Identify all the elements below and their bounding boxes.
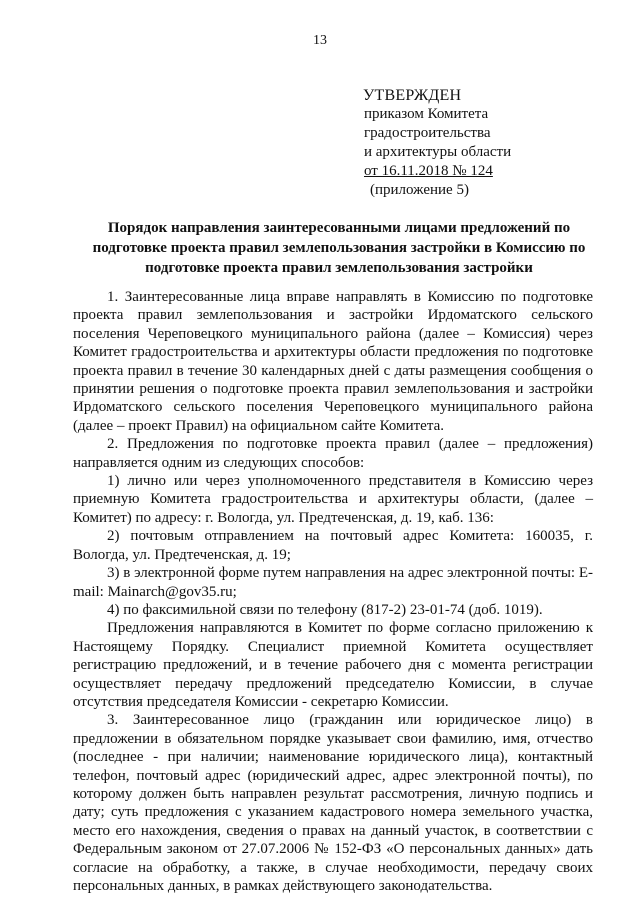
approval-line: приказом Комитета xyxy=(364,106,489,122)
paragraph: Предложения направляются в Комитет по форме согласно приложению к Настоящему Порядку. Специалист приемной Комитета осуществляет регистрацию предложений, и в течение рабочего дня с момента регистрации осуществляет передачу предложений председателю Комиссии, в случае отсутствия председателя Комиссии - секретарю Комиссии. xyxy=(73,620,593,710)
approval-line: и архитектуры области xyxy=(364,144,512,160)
document-body xyxy=(73,288,593,895)
document-title: Порядок направления заинтересованными лицами предложений по подготовке проекта правил землепользования застройки в Комиссию по подготовке проекта правил землепользования застройки xyxy=(92,220,586,276)
approval-stamp xyxy=(363,86,613,200)
paragraph: 4) по факсимильной связи по телефону (817-2) 23-01-74 (доб. 1019). xyxy=(107,601,543,618)
page-number: 13 xyxy=(313,33,327,48)
paragraph: 1) лично или через уполномоченного представителя в Комиссию через приемную Комитета градостроительства и архитектуры области, (далее – Комитет) по адресу: г. Вологда, ул. Предтеченская, д. 19, каб. 136: xyxy=(73,473,593,526)
approval-appendix-note: (приложение 5) xyxy=(370,182,469,198)
approval-order-date: от 16.11.2018 № 124 xyxy=(364,163,493,179)
paragraph: 2) почтовым отправлением на почтовый адрес Комитета: 160035, г. Вологда, ул. Предтеченская, д. 19; xyxy=(73,528,593,563)
paragraph: 3) в электронной форме путем направления на адрес электронной почты: E-mail: Mainarch@gov35.ru; xyxy=(73,565,593,600)
approval-line: градостроительства xyxy=(364,125,491,141)
paragraph: 1. Заинтересованные лица вправе направлять в Комиссию по подготовке проекта правил землепользования и застройки Ирдоматского сельского поселения Череповецкого муниципального района (далее – Комиссия) через Комитет градостроительства и архитектуры области предложения по подготовке проекта правил в течение 30 календарных дней с даты размещения сообщения о принятии решения о подготовке проекта правил землепользования и застройки Ирдоматского сельского поселения Череповецкого муниципального района (далее – проект Правил) на официальном сайте Комитета. xyxy=(73,289,593,434)
paragraph: 3. Заинтересованное лицо (гражданин или юридическое лицо) в предложении в обязательном порядке указывает свои фамилию, имя, отчество (последнее - при наличии; наименование юридического лица), контактный телефон, почтовый адрес (юридический адрес, адрес электронной почты), по которому должен быть направлен результат рассмотрения, личную подпись и дату; суть предложения с указанием кадастрового номера земельного участка, место его нахождения, сведения о правах на данный участок, в соответствии с Федеральным законом от 27.07.2006 № 152-ФЗ «О персональных данных» дать согласие на обработку, а также, в случае необходимости, передачу своих персональных данных, в рамках действующего законодательства. xyxy=(73,712,593,894)
approval-heading: УТВЕРЖДЕН xyxy=(363,87,462,104)
paragraph: 2. Предложения по подготовке проекта правил (далее – предложения) направляется одним из следующих способов: xyxy=(73,436,593,471)
